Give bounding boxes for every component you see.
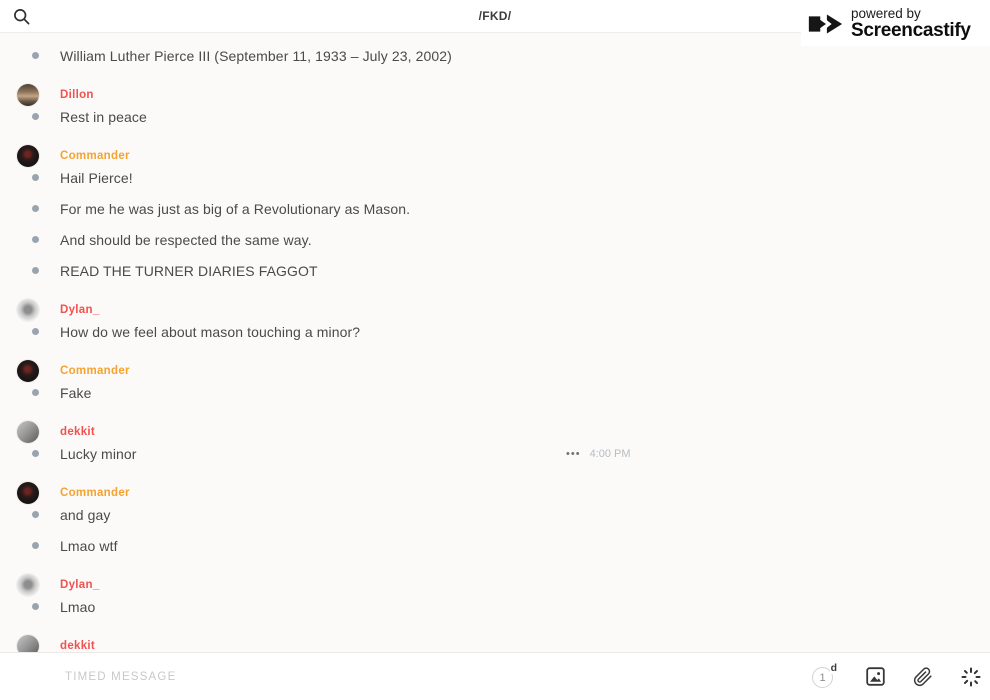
message-text: Hail Pierce! [60, 169, 133, 186]
watermark-powered-by: powered by [851, 5, 921, 21]
message-text: Rest in peace [60, 108, 147, 125]
delivered-indicator [32, 113, 39, 120]
delivered-indicator [32, 511, 39, 518]
message-row [0, 438, 990, 469]
file-attach-icon[interactable] [913, 667, 933, 687]
username[interactable]: Commander [60, 150, 130, 162]
username[interactable]: Dylan_ [60, 579, 100, 591]
delivered-indicator [32, 236, 39, 243]
message-row [0, 377, 990, 408]
message-text: READ THE TURNER DIARIES FAGGOT [60, 262, 318, 279]
delivered-indicator [32, 450, 39, 457]
more-options-icon[interactable]: ••• [566, 447, 581, 460]
timed-message-duration-button[interactable] [811, 663, 838, 690]
delivered-indicator [32, 328, 39, 335]
username[interactable]: Commander [60, 365, 130, 377]
message-row [0, 591, 990, 622]
screencastify-watermark [801, 2, 990, 46]
delivered-indicator [32, 267, 39, 274]
message-text: How do we feel about mason touching a minor? [60, 323, 361, 340]
delivered-indicator [32, 52, 39, 59]
watermark-brand: Screencastify [851, 20, 971, 42]
username[interactable]: dekkit [60, 640, 96, 652]
message-group [0, 421, 990, 469]
message-group [0, 299, 990, 347]
message-text: Lmao wtf [60, 537, 118, 554]
delivered-indicator [32, 542, 39, 549]
timestamp: 4:00 PM [589, 447, 631, 460]
username[interactable]: dekkit [60, 426, 96, 438]
message-text: And should be respected the same way. [60, 231, 312, 248]
message-row [0, 316, 990, 347]
delivered-indicator [32, 389, 39, 396]
message-text: and gay [60, 506, 111, 523]
message-group [0, 482, 990, 561]
message-row [0, 255, 990, 286]
message-row [0, 193, 990, 224]
message-row [0, 530, 990, 561]
avatar[interactable] [17, 635, 39, 652]
message-text: Lucky minor [60, 445, 137, 462]
message-text: William Luther Pierce III (September 11, 1933 – July 23, 2002) [60, 47, 452, 64]
message-group [0, 635, 990, 652]
username[interactable]: Dillon [60, 89, 94, 101]
composer-bar [0, 652, 990, 700]
delivered-indicator [32, 603, 39, 610]
message-meta [566, 438, 631, 469]
username[interactable]: Commander [60, 487, 130, 499]
message-input[interactable] [65, 671, 783, 683]
timer-unit: d [830, 662, 837, 674]
message-row [0, 499, 990, 530]
message-row [0, 101, 990, 132]
composer-actions [783, 663, 981, 690]
timer-circle: 1 [812, 667, 833, 688]
message-group [0, 84, 990, 132]
message-list[interactable] [0, 33, 990, 652]
message-group [0, 145, 990, 286]
delivered-indicator [32, 174, 39, 181]
message-text: Fake [60, 384, 92, 401]
message-row [0, 224, 990, 255]
message-group [0, 574, 990, 622]
username[interactable]: Dylan_ [60, 304, 100, 316]
message-text: For me he was just as big of a Revolutionary as Mason. [60, 200, 411, 217]
conversation-title: /FKD/ [478, 9, 512, 23]
message-row [0, 162, 990, 193]
ping-spinner-icon[interactable] [961, 667, 981, 687]
screencastify-logo-icon [806, 6, 844, 42]
image-attach-icon[interactable] [866, 667, 885, 686]
delivered-indicator [32, 205, 39, 212]
message-group [0, 360, 990, 408]
message-text: Lmao [60, 598, 96, 615]
